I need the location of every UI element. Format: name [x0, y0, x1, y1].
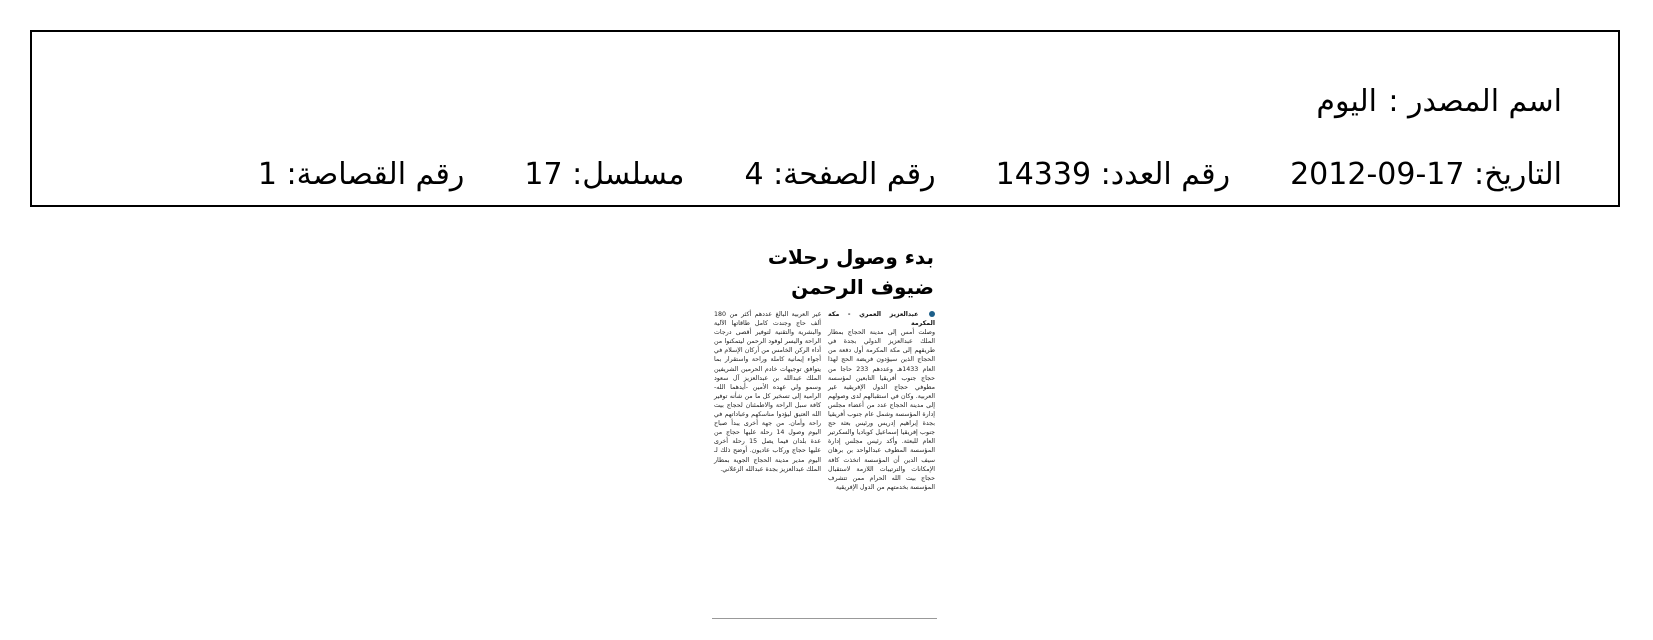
article-text-left: غير العربية البالغ عددهم أكثر من 180 ألف حاج وجندت كامل طاقاتها الآلية والبشرية والتقنية لتوفير أقصى درجات الراحة واليسر لوفود الرحمن ليتمكنوا من أداء الركن الخامس من أركان الإسلام في أجواء إيمانية كاملة وراحة واستقرار بما يتوافق توجيهات خادم الحرمين الشريفين الملك عبدالله بن عبدالعزيز آل سعود وسمو ولي عهده الأمين -أيدهما الله- الرامية إلى تسخير كل ما من شأنه توفير كافة سبل الراحة والاطمئنان لحجاج بيت الله العتيق ليؤدوا مناسكهم وعباداتهم في راحة وأمان. من جهة أخرى يبدأ صباح اليوم وصول 14 رحلة عليها حجاج من عدة بلدان فيما يصل 15 رحلة أخرى عليها حجاج وركاب عاديون. أوضح ذلك لـ اليوم مدير مدينة الحجاج الجوية بمطار الملك عبدالعزيز بجدة عبدالله الزغلاني.	[714, 311, 821, 473]
issue-number-field: رقم العدد: 14339	[995, 157, 1231, 192]
article-column-left	[714, 310, 821, 492]
byline-text: عبدالعزيز العمري - مكة المكرمة	[828, 311, 935, 328]
clip-bottom-rule	[712, 618, 937, 619]
source-value: اليوم	[1316, 84, 1377, 119]
page-number-field: رقم الصفحة: 4	[744, 157, 936, 192]
serial-field: مسلسل: 17	[524, 157, 685, 192]
date-field: التاريخ: 17-09-2012	[1290, 157, 1562, 192]
clip-number-field: رقم القصاصة: 1	[257, 157, 465, 192]
metadata-row	[258, 157, 1562, 192]
bullet-icon	[929, 311, 935, 317]
source-info-box	[30, 30, 1620, 207]
source-label: اسم المصدر :	[1388, 84, 1562, 119]
article-columns	[712, 310, 937, 492]
article-column-right	[828, 310, 935, 492]
article-title: بدء وصول رحلات ضيوف الرحمن	[767, 245, 934, 299]
source-row	[1316, 84, 1562, 119]
article-byline	[828, 310, 935, 328]
newspaper-clipping	[712, 238, 937, 623]
article-text-right: وصلت أمس إلى مدينة الحجاج بمطار الملك عبدالعزيز الدولي بجدة في طريقهم إلى مكة المكرمة أول دفعة من الحجاج الذين سيؤدون فريضة الحج لهذا العام 1433هـ وعددهم 233 حاجا من حجاج جنوب أفريقيا التابعين لمؤسسة مطوفي حجاج الدول الإفريقية غير العربية. وكان في استقبالهم لدى وصولهم إلى مدينة الحجاج عدد من أعضاء مجلس إدارة المؤسسة وشمل عام جنوب أفريقيا بجدة إبراهيم إدريس ورئيس بعثة حج جنوب إفريقيا إسماعيل كوباديا والسكرتير العام للبعثة. وأكد رئيس مجلس إدارة المؤسسة المطوف عبدالواحد بن برهان سيف الدين أن المؤسسة اتخذت كافة الإمكانات والترتيبات اللازمة لاستقبال حجاج بيت الله الحرام ممن تتشرف المؤسسة بخدمتهم من الدول الإفريقية	[828, 329, 935, 491]
